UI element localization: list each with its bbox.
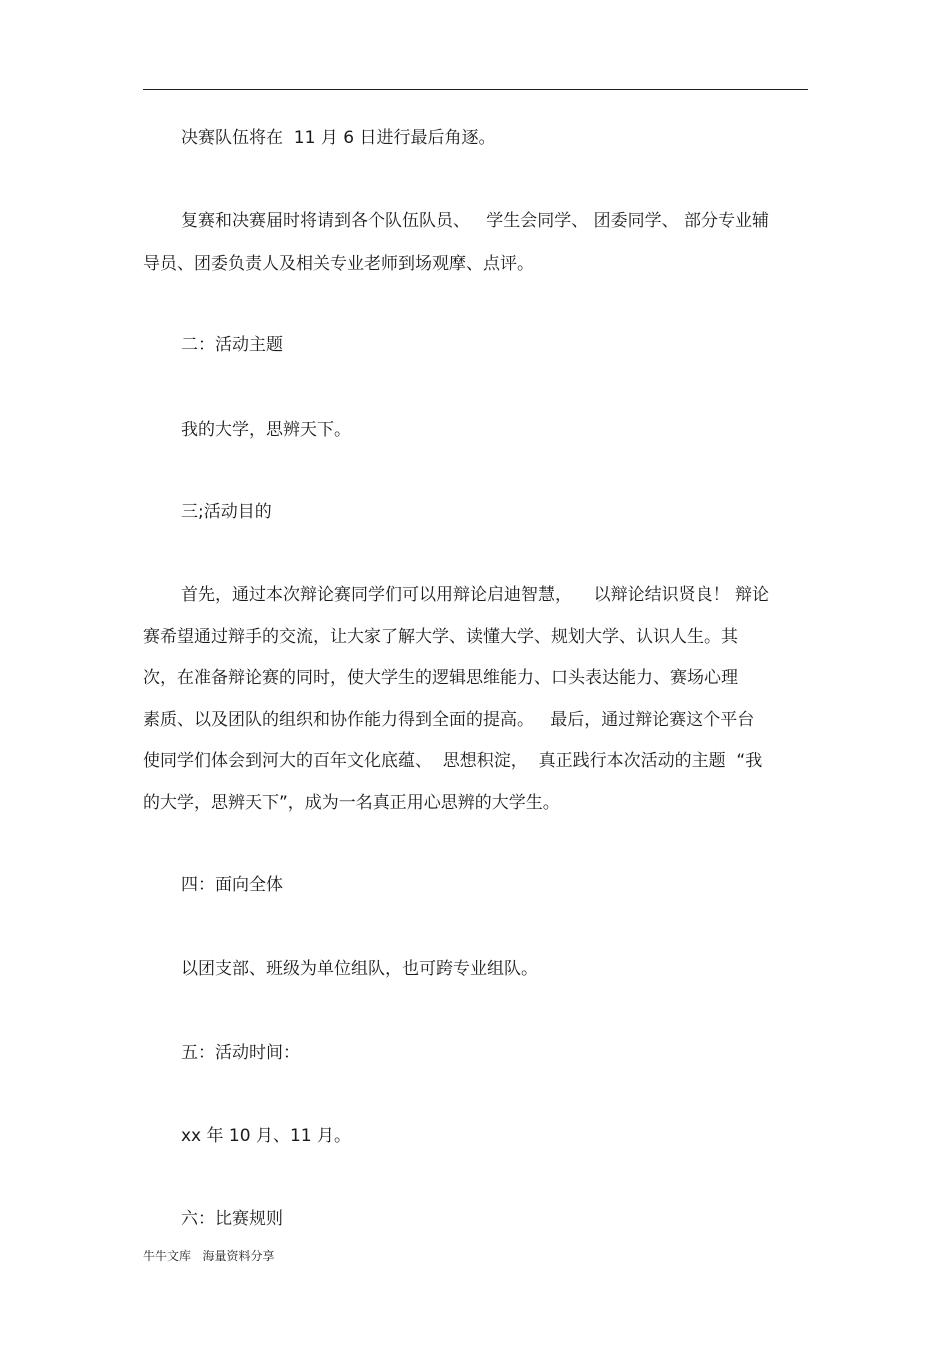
section-heading-time: 五：活动时间： bbox=[181, 1043, 300, 1063]
section-heading-audience: 四：面向全体 bbox=[181, 875, 283, 895]
paragraph-attendees-line-1: 复赛和决赛届时将请到各个队伍队员、 学生会同学、 团委同学、 部分专业辅 bbox=[181, 211, 770, 231]
paragraph-purpose-line-2: 赛希望通过辩手的交流，让大家了解大学、读懂大学、规划大学、认识人生。其 bbox=[143, 627, 738, 647]
paragraph-attendees-line-2: 导员、团委负责人及相关专业老师到场观摩、点评。 bbox=[143, 254, 534, 274]
header-rule bbox=[143, 89, 808, 90]
paragraph-theme: 我的大学，思辨天下。 bbox=[181, 420, 351, 440]
paragraph-purpose-line-6: 的大学，思辨天下”，成为一名真正用心思辨的大学生。 bbox=[143, 793, 560, 813]
paragraph-purpose-line-3: 次，在准备辩论赛的同时，使大学生的逻辑思维能力、口头表达能力、赛场心理 bbox=[143, 668, 738, 688]
section-heading-rules: 六：比赛规则 bbox=[181, 1209, 283, 1229]
paragraph-purpose-line-5: 使同学们体会到河大的百年文化底蕴、 思想积淀， 真正践行本次活动的主题 “我 bbox=[143, 751, 763, 771]
paragraph-purpose-line-1: 首先，通过本次辩论赛同学们可以用辩论启迪智慧， 以辩论结识贤良！ 辩论 bbox=[181, 585, 770, 605]
paragraph-time: xx 年 10 月、11 月。 bbox=[181, 1126, 351, 1146]
section-heading-purpose: 三;活动目的 bbox=[181, 502, 272, 522]
section-heading-theme: 二：活动主题 bbox=[181, 335, 283, 355]
paragraph-purpose-line-4: 素质、以及团队的组织和协作能力得到全面的提高。 最后，通过辩论赛这个平台 bbox=[143, 710, 755, 730]
footer-text: 牛牛文库 海量资料分享 bbox=[143, 1249, 275, 1263]
paragraph-audience: 以团支部、班级为单位组队，也可跨专业组队。 bbox=[181, 959, 538, 979]
paragraph-final-round: 决赛队伍将在 11 月 6 日进行最后角逐。 bbox=[181, 128, 496, 148]
